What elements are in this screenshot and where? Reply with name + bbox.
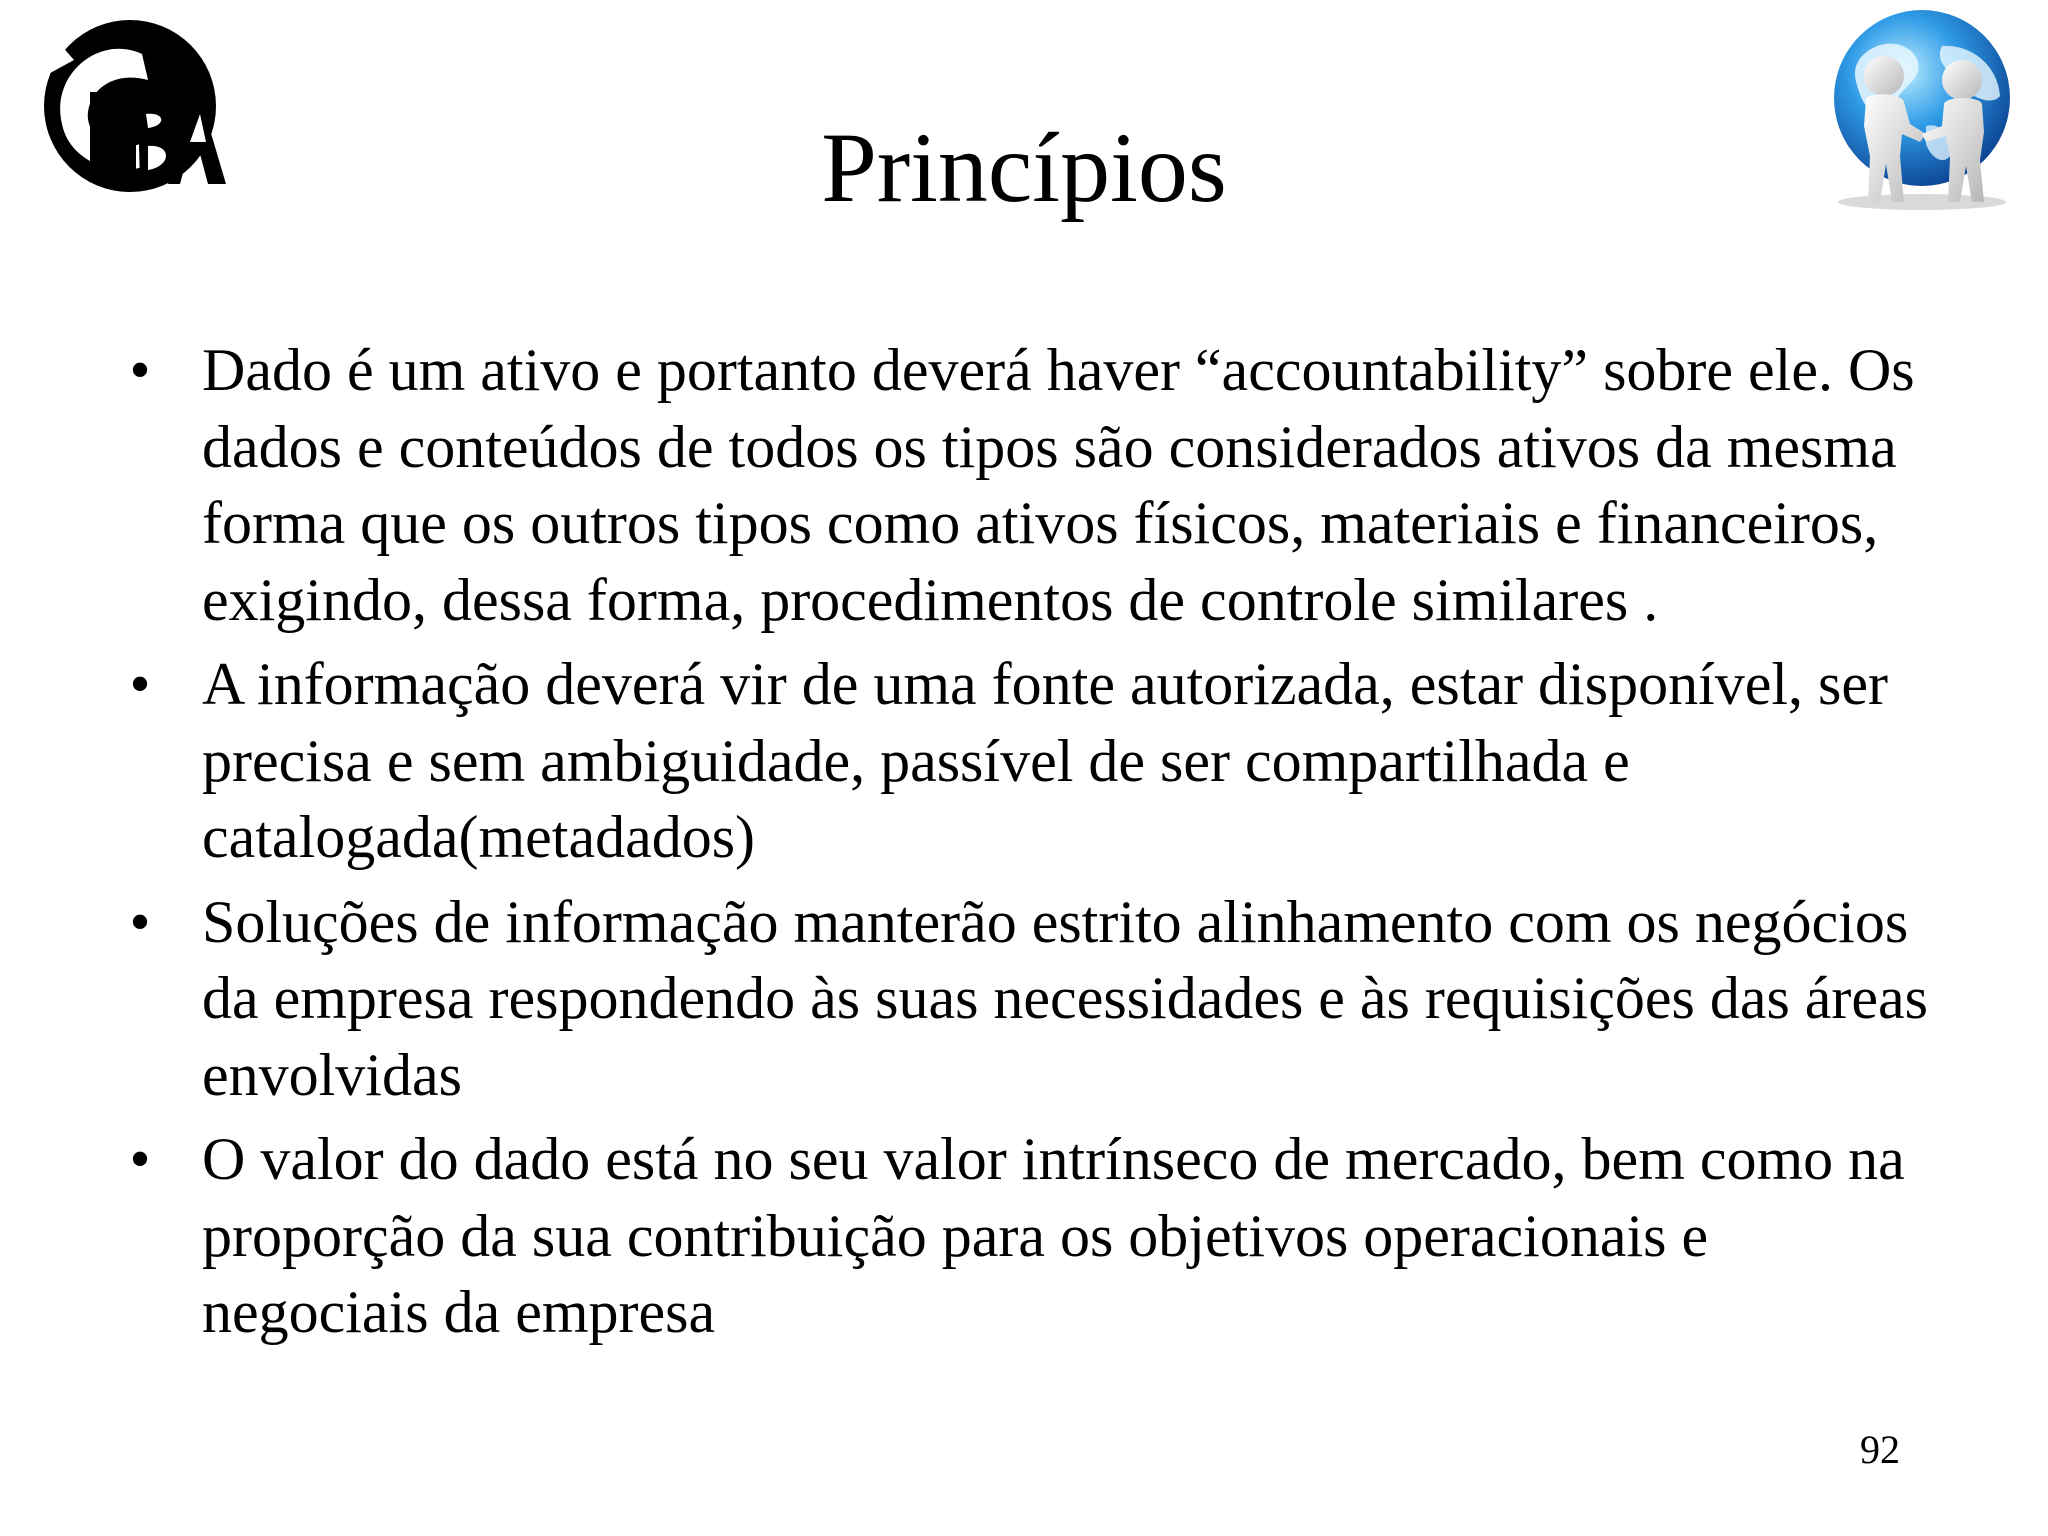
bullet-marker: • xyxy=(129,337,151,403)
bullet-marker: • xyxy=(129,651,151,717)
bullet-text: Soluções de informação manterão estrito alinhamento com os negócios da empresa respondendo às suas necessidades e às requisições das áreas envolvidas xyxy=(202,888,1929,1108)
bullet-marker: • xyxy=(129,888,151,955)
bullet-text: Dado é um ativo e portanto deverá haver “accountability” sobre ele. Os dados e conteúdos de todos os tipos são considerados ativos da mesma forma que os outros tipos como ativos físicos, materiais e financeiros, exigindo, dessa forma, procedimentos de controle similares . xyxy=(202,337,1915,633)
bullet-marker: • xyxy=(129,1126,151,1192)
bullet-item xyxy=(120,1121,1940,1351)
page-number: 92 xyxy=(1860,1427,1900,1472)
bullet-text: A informação deverá vir de uma fonte autorizada, estar disponível, ser precisa e sem ambiguidade, passível de ser compartilhada e catalogada(metadados) xyxy=(202,651,1889,870)
bullet-text: O valor do dado está no seu valor intrínseco de mercado, bem como na proporção da sua contribuição para os objetivos operacionais e negociais da empresa xyxy=(202,1126,1905,1345)
bullet-item xyxy=(120,884,1940,1114)
bullet-list xyxy=(120,332,1940,1359)
bullet-item xyxy=(120,332,1940,638)
bullet-item xyxy=(120,646,1940,876)
slide-title: Princípios xyxy=(821,112,1227,223)
